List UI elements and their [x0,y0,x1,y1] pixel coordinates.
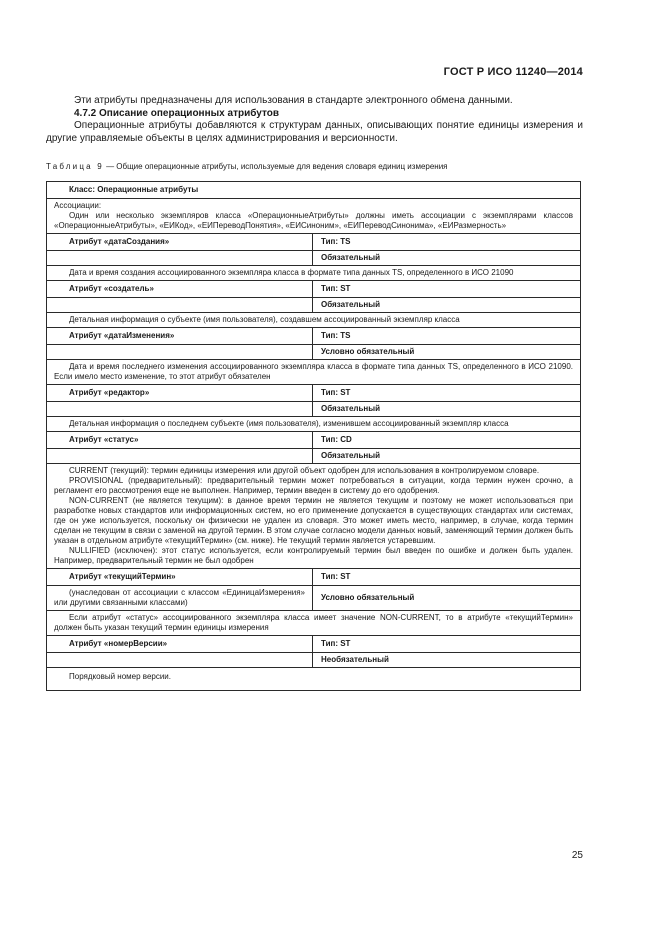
table-row [47,328,581,345]
table-caption-text: — Общие операционные атрибуты, используемые для ведения словаря единиц измерения [103,162,448,171]
status-nullified: NULLIFIED (исключен): этот статус используется, если контролируемый термин был введен по ошибке и должен быть удален. Например, предварительный термин не был одобрен [54,546,573,565]
attr-requirement: Обязательный [313,449,581,464]
table-caption-label: Таблица 9 [46,162,104,171]
table-row [47,298,581,313]
attr-type: Тип: ST [313,385,581,402]
table-row [47,569,581,586]
operational-attributes-table [46,181,581,691]
attr-type: Тип: TS [313,328,581,345]
attr-requirement: Обязательный [313,298,581,313]
empty-cell [47,298,313,313]
attr-description: Дата и время последнего изменения ассоциированного экземпляра класса в формате типа данных TS, определенного в ИСО 21090. Если имело место изменение, то этот атрибут обязателен [47,360,581,385]
attr-inherit-note: (унаследован от ассоциации с классом «ЕдиницаИзмерения» или другими связанными классами) [47,586,313,611]
attr-name: Атрибут «статус» [47,432,313,449]
table-row [47,402,581,417]
table-caption [46,162,448,172]
status-current: CURRENT (текущий): термин единицы измерения или другой объект одобрен для использования в контролируемом словаре. [69,466,540,475]
table-row [47,385,581,402]
table-row [47,668,581,691]
attr-type: Тип: ST [313,636,581,653]
attr-name: Атрибут «датаИзменения» [47,328,313,345]
intro-paragraph: Операционные атрибуты добавляются к структурам данных, описывающих понятие единицы измерения и другие управляемые объекты в целях администрирования и версионности. [46,120,583,144]
status-noncurrent: NON-CURRENT (не является текущим): в данное время термин не является текущим и поэтому не может использоваться при разработке новых стандартов или информационных систем, но его применение допускается в существующих стандартах или системах, где он уже используется, поскольку он физически не удален из словаря. Это может иметь место, например, в случае, когда термин сделан не текущим в связи с заменой на другой термин. В этом случае согласно модели данных новый, заменяющий термин должен быть указан в отдельном атрибуте «текущийТермин» (см. ниже). Не текущий термин является устаревшим. [54,496,573,545]
page-number: 25 [571,850,583,861]
table-row [47,449,581,464]
table-row [47,417,581,432]
attr-requirement: Необязательный [313,653,581,668]
attr-description: Порядковый номер версии. [47,668,581,691]
attr-requirement: Обязательный [313,402,581,417]
attr-name: Атрибут «датаСоздания» [47,234,313,251]
attr-requirement: Условно обязательный [313,345,581,360]
status-provisional: PROVISIONAL (предварительный): предварительный термин может потребоваться в ситуации, когда термин нужен срочно, а регламент его рассмотрения еще не выполнен. Например, термин введен в систему до его одобрения. [54,476,573,495]
table-row [47,182,581,199]
table-row [47,199,581,234]
section-number: 4.7.2 [74,107,97,119]
document-id: ГОСТ Р ИСО 11240—2014 [443,66,583,78]
empty-cell [47,402,313,417]
empty-cell [47,345,313,360]
table-row [47,266,581,281]
attr-name: Атрибут «номерВерсии» [47,636,313,653]
table-row [47,611,581,636]
empty-cell [47,251,313,266]
intro-text [46,95,583,145]
attr-type: Тип: ST [313,281,581,298]
section-heading [46,108,583,121]
attr-description: Дата и время создания ассоциированного экземпляра класса в формате типа данных TS, определенного в ИСО 21090 [47,266,581,281]
table-row [47,313,581,328]
table-row [47,281,581,298]
attr-type: Тип: ST [313,569,581,586]
attr-type: Тип: TS [313,234,581,251]
attr-name: Атрибут «текущийТермин» [47,569,313,586]
table-row [47,345,581,360]
table-row [47,653,581,668]
associations-title: Ассоциации: [54,201,102,210]
attr-description: Детальная информация о последнем субъекте (имя пользователя), изменившем ассоциированный экземпляр класса [47,417,581,432]
table-row [47,360,581,385]
attr-description: Если атрибут «статус» ассоциированного экземпляра класса имеет значение NON-CURRENT, то в атрибуте «текущийТермин» должен быть указан текущий термин единицы измерения [47,611,581,636]
attr-requirement: Обязательный [313,251,581,266]
attr-name: Атрибут «редактор» [47,385,313,402]
table-row [47,464,581,569]
table-row [47,234,581,251]
status-description [47,464,581,569]
attr-requirement: Условно обязательный [313,586,581,611]
empty-cell [47,653,313,668]
section-title: Описание операционных атрибутов [99,107,279,119]
class-header: Класс: Операционные атрибуты [47,182,581,199]
attr-description: Детальная информация о субъекте (имя пользователя), создавшем ассоциированный экземпляр класса [47,313,581,328]
table-row [47,251,581,266]
associations-cell [47,199,581,234]
empty-cell [47,449,313,464]
table-row [47,586,581,611]
table-row [47,432,581,449]
table-row [47,636,581,653]
associations-text: Один или несколько экземпляров класса «ОперационныеАтрибуты» должны иметь ассоциации с экземплярами классов «ОперационныеАтрибуты», «ЕИКод», «ЕИПереводПонятия», «ЕИСиноним», «ЕИПереводСинонима», «ЕИРазмерность» [54,211,573,230]
attr-name: Атрибут «создатель» [47,281,313,298]
attr-type: Тип: CD [313,432,581,449]
intro-line: Эти атрибуты предназначены для использования в стандарте электронного обмена данными. [74,95,513,106]
